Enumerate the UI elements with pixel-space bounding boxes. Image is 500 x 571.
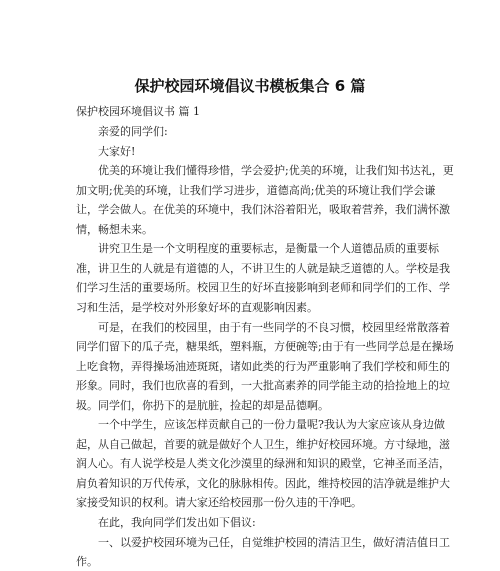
body-line: 作。 [76, 555, 98, 569]
body-line: 情，畅想未来。 [76, 222, 153, 236]
body-line: 家接受知识的权利。请大家还给校园那一份久违的干净吧。 [76, 496, 362, 510]
body-line: 讲究卫生是一个文明程度的重要标志，是衡量一个人道德品质的重要标 [98, 242, 439, 256]
body-line: 加文明;优美的环境，让我们学习进步，道德高尚;优美的环境让我们学会谦 [76, 183, 436, 197]
body-line: 肩负着知识的万代传承，文化的脉脉相传。因此，维持校园的洁净就是维护大 [76, 476, 450, 490]
body-line: 亲爱的同学们: [98, 125, 168, 138]
body-line: 上吃食物，弄得操场油迹斑斑，诸如此类的行为严重影响了我们学校和师生的 [76, 359, 450, 373]
body-line: 们学习生活的重要场所。校园卫生的好坏直接影响到老师和同学们的工作、学 [76, 281, 450, 295]
body-line: 起，从自己做起，首要的就是做好个人卫生，维护好校园环境。方寸绿地，滋 [76, 437, 450, 451]
body-line: 习和生活，是学校对外形象好坏的直观影响因素。 [76, 300, 318, 314]
body-line: 在此，我向同学们发出如下倡议: [98, 516, 256, 529]
body-line: 润人心。有人说学校是人类文化沙漠里的绿洲和知识的殿堂，它神圣而圣洁， [76, 457, 450, 471]
document-title: 保护校园环境倡议书模板集合 6 篇 [134, 77, 366, 95]
body-line: 形象。同时，我们也欣喜的看到，一大批高素养的同学能主动的拾捡地上的垃 [76, 379, 450, 393]
body-line: 同学们留下的瓜子壳，糖果纸，塑料瓶，方便碗等;由于有一些同学总是在操场 [76, 340, 454, 354]
body-line: 圾。同学们，你扔下的是肮脏，捡起的却是品德啊。 [76, 398, 329, 412]
body-line: 一个中学生，应该怎样贡献自己的一份力量呢?我认为大家应该从身边做 [98, 418, 445, 432]
body-line: 优美的环境让我们懂得珍惜，学会爱护;优美的环境，让我们知书达礼，更 [98, 164, 454, 178]
body-line: 可是，在我们的校园里，由于有一些同学的不良习惯，校园里经常散落着 [98, 320, 450, 334]
body-line: 大家好! [98, 144, 136, 158]
body-line: 准，讲卫生的人就是有道德的人，不讲卫生的人就是缺乏道德的人。学校是我 [76, 261, 450, 275]
body-line: 一、以爱护校园环境为己任，自觉维护校园的清洁卫生，做好清洁值日工 [98, 535, 450, 549]
body-line: 让，学会做人。在优美的环境中，我们沐浴着阳光，吸取着营养，我们满怀激 [76, 203, 450, 217]
document-subtitle: 保护校园环境倡议书 篇 1 [76, 105, 200, 118]
